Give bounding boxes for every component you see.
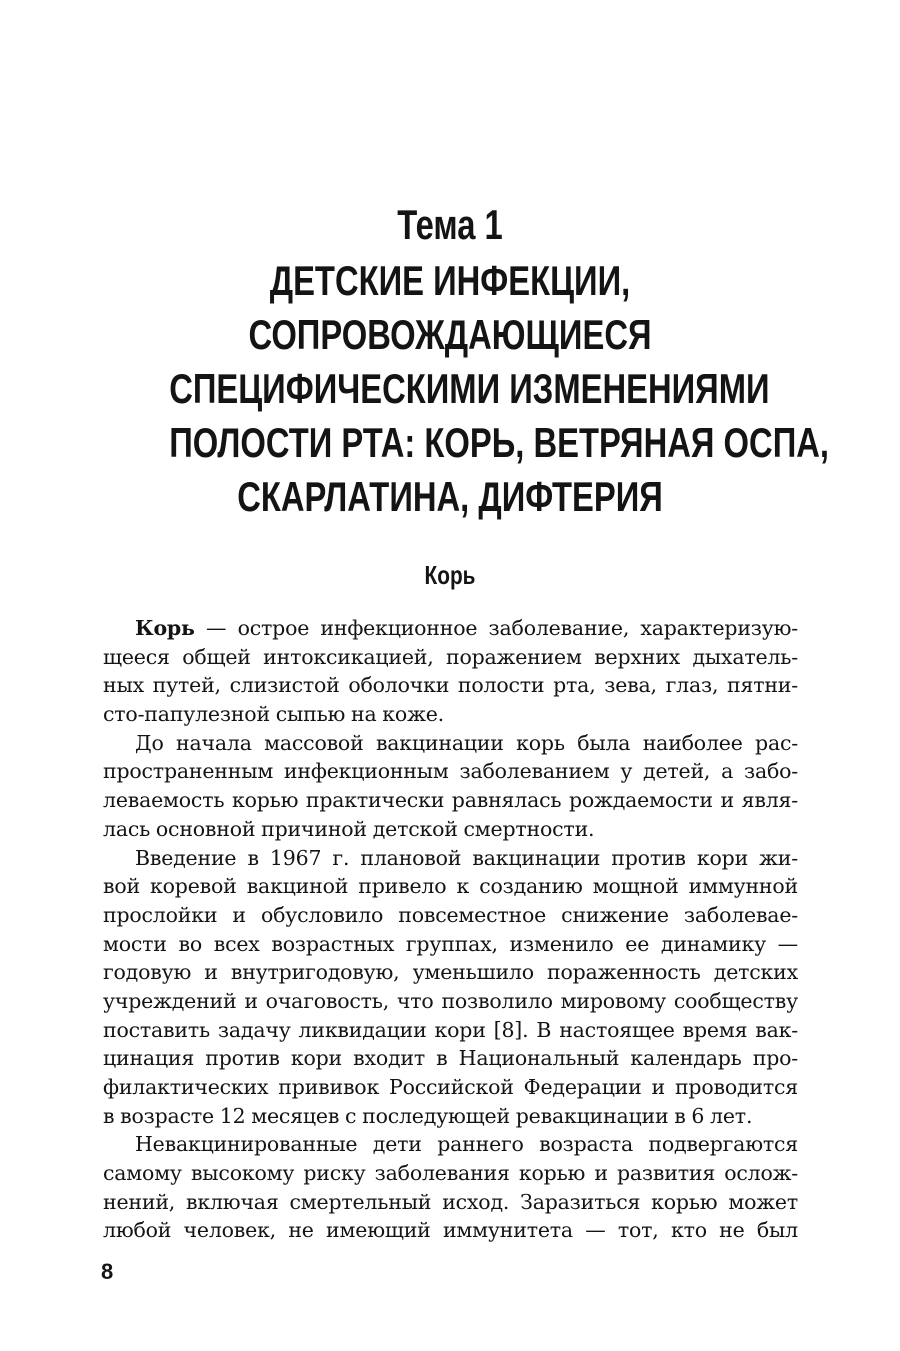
text-line: любой человек, не имеющий иммунитета — тот, кто не был [103,1218,798,1243]
text-line: самому высокому риску заболевания корью и развития ослож- [103,1161,798,1186]
chapter-title-line: ПОЛОСТИ РТА: КОРЬ, ВЕТРЯНАЯ ОСПА, [169,419,830,466]
text-line: Корь — острое инфекционное заболевание, характеризую- [135,616,798,640]
body-text [103,614,798,1245]
chapter-title-line: СОПРОВОЖДАЮЩИЕСЯ [248,311,652,358]
text-line: филактических прививок Российской Федерации и проводится [103,1075,798,1099]
text-line: поставить задачу ликвидации кори [8]. В настоящее время вак- [103,1017,798,1042]
chapter-heading [169,196,830,524]
text-line: Введение в 1967 г. плановой вакцинации против кори жи- [135,845,798,870]
text-line: сто-папулезной сыпью на коже. [103,702,444,727]
text-line: До начала массовой вакцинации корь была наиболее рас- [135,730,798,755]
text-line: Невакцинированные дети раннего возраста подвергаются [135,1132,798,1157]
text-line: леваемость корью практически равнялась рождаемости и явля- [103,788,798,813]
text-line: нений, включая смертельный исход. Заразиться корью может [103,1189,798,1214]
text-line: учреждений и очаговость, что позволило мировому сообществу [103,988,798,1013]
text-line: годовую и внутригодовую, уменьшило пораженность детских [103,960,798,985]
chapter-title-line: СКАРЛАТИНА, ДИФТЕРИЯ [237,473,663,520]
text-line: вой коревой вакциной привело к созданию мощной иммунной [103,874,798,899]
text-line: лась основной причиной детской смертности. [103,816,595,841]
text-line: в возрасте 12 месяцев с последующей ревакцинации в 6 лет. [103,1103,753,1128]
section-title: Корь [424,560,476,590]
defined-term: Корь [135,616,195,640]
chapter-title-line: ДЕТСКИЕ ИНФЕКЦИИ, [269,257,631,304]
text-line: цинация против кори входит в Национальный календарь про- [103,1046,798,1071]
page-number: 8 [101,1259,114,1284]
chapter-title [169,254,830,524]
text-line: ных путей, слизистой оболочки полости рта, зева, глаз, пятни- [103,673,798,698]
text-line: щееся общей интоксикацией, поражением верхних дыхатель- [103,644,798,669]
text-line: прослойки и обусловило повсеместное снижение заболевае- [103,902,798,927]
text-line: мости во всех возрастных группах, изменило ее динамику — [103,931,798,956]
chapter-number: Тема 1 [397,201,503,248]
text-line: пространенным инфекционным заболеванием у детей, а забо- [103,759,798,784]
chapter-title-line: СПЕЦИФИЧЕСКИМИ ИЗМЕНЕНИЯМИ [169,365,770,412]
